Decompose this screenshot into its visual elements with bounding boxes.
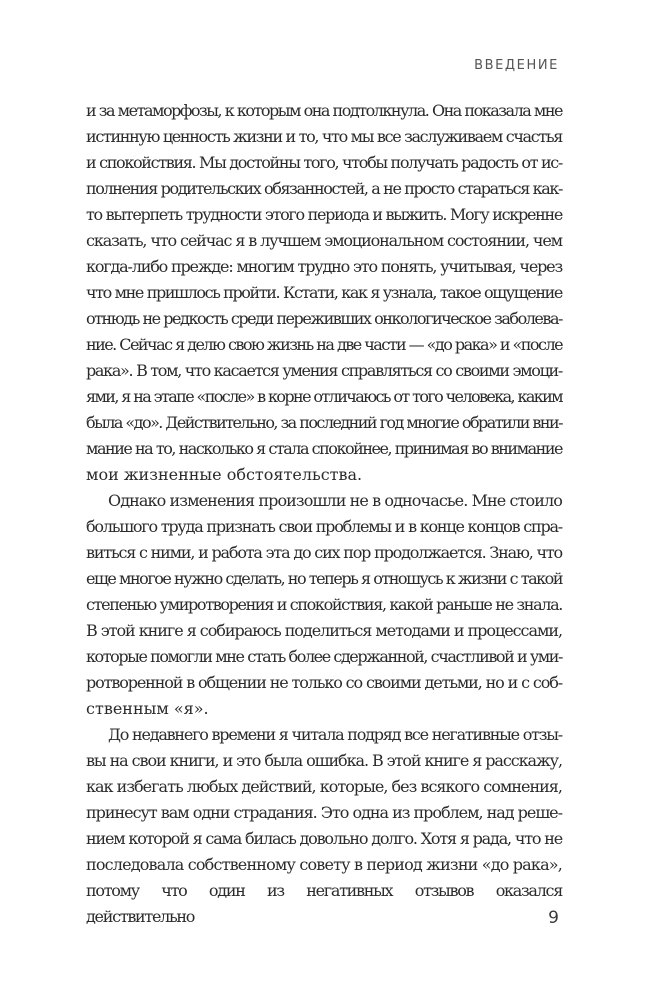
text-line: принесут вам одни страдания. Это одна из проблем, над реше- [86, 803, 563, 822]
text-line: когда-либо прежде: многим трудно это понять, учитывая, через [86, 257, 563, 276]
text-line: рака». В том, что касается умения справляться со своими эмоци- [86, 361, 562, 380]
text-line: полнения родительских обязанностей, а не просто стараться как- [86, 179, 563, 198]
text-line: степенью умиротворения и спокойствия, какой раньше не знала. [86, 595, 562, 614]
text-line: большого труда признать свои проблемы и в конце концов спра- [86, 517, 562, 536]
text-line: вы на свои книги, и это была ошибка. В этой книге я расскажу, [86, 751, 562, 770]
text-line: Однако изменения произошли не в одночасье. Мне стоило [108, 491, 562, 510]
text-line: сказать, что сейчас я в лучшем эмоциональном состоянии, чем [86, 231, 562, 250]
paragraph-1 [86, 98, 562, 488]
paragraph-2 [86, 488, 562, 722]
text-line: ями, я на этапе «после» в корне отличаюсь от того человека, каким [86, 387, 563, 406]
text-body [86, 98, 563, 926]
text-line: потому что один из негативных отзывов оказался действительно [86, 881, 562, 926]
text-line: нием которой я сама билась довольно долго. Хотя я рада, что не [86, 829, 563, 848]
text-line: отнюдь не редкость среди переживших онкологическое заболева- [86, 309, 562, 328]
text-line: мои жизненные обстоятельства. [86, 465, 363, 484]
text-line: и за метаморфозы, к которым она подтолкнула. Она показала мне [86, 101, 563, 120]
page-number: 9 [548, 908, 559, 928]
text-line: ротворенной в общении не только со своими детьми, но и с соб- [86, 673, 562, 692]
text-line: В этой книге я собираюсь поделиться методами и процессами, [86, 621, 563, 640]
text-line: еще многое нужно сделать, но теперь я отношусь к жизни с такой [86, 569, 563, 588]
text-line: ственным «я». [86, 699, 209, 718]
text-line: то вытерпеть трудности этого периода и выжить. Могу искренне [86, 205, 562, 224]
text-line: что мне пришлось пройти. Кстати, как я узнала, такое ощущение [86, 283, 562, 302]
text-line: была «до». Действительно, за последний год многие обратили вни- [86, 413, 562, 432]
text-line: которые помогли мне стать более сдержанной, счастливой и уми- [86, 647, 562, 666]
text-line: как избегать любых действий, которые, без всякого сомнения, [86, 777, 562, 796]
text-line: виться с ними, и работа эта до сих пор продолжается. Знаю, что [86, 543, 562, 562]
text-line: истинную ценность жизни и то, что мы все заслуживаем счастья [86, 127, 563, 146]
text-line: и спокойствия. Мы достойны того, чтобы получать радость от ис- [86, 153, 562, 172]
text-line: последовала собственному совету в период жизни «до рака», [86, 855, 562, 874]
paragraph-3 [86, 722, 563, 926]
text-line: мание на то, насколько я стала спокойнее, принимая во внимание [86, 439, 562, 458]
text-line: До недавнего времени я читала подряд все негативные отзы- [108, 725, 562, 744]
text-line: ние. Сейчас я делю свою жизнь на две части — «до рака» и «после [86, 335, 562, 354]
running-head: ВВЕДЕНИЕ [474, 58, 559, 73]
